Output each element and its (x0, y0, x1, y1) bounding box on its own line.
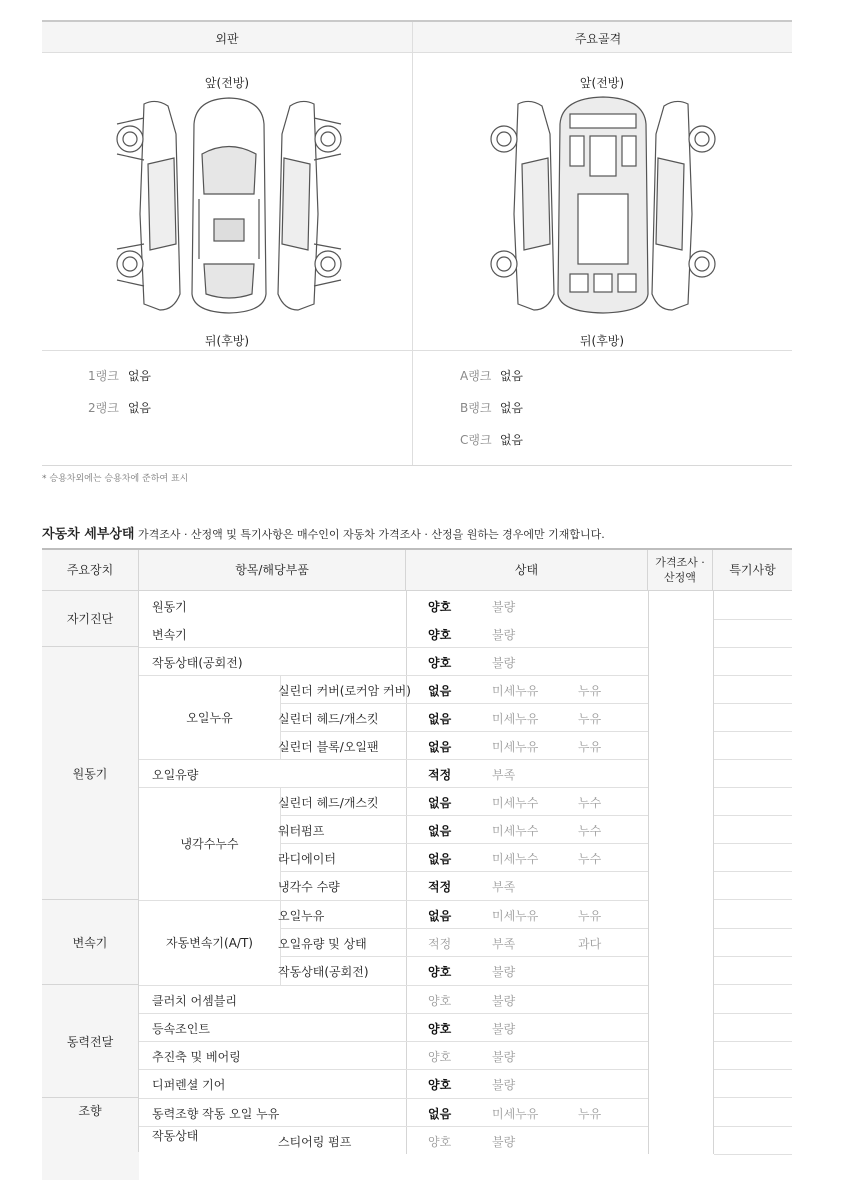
status-option: 없음 (428, 712, 452, 726)
status-option: 누수 (578, 796, 602, 810)
row-divider (280, 703, 648, 704)
status-option: 누유 (578, 684, 602, 698)
car-diagram-section (42, 20, 792, 466)
status-option: 누유 (578, 712, 602, 726)
note-cell-line (714, 759, 792, 760)
header-status: 상태 (406, 550, 648, 591)
frame-front-label: 앞(전방) (579, 76, 625, 90)
status-option: 없음 (428, 740, 452, 754)
exterior-front-label: 앞(전방) (204, 76, 250, 90)
row-divider (139, 1013, 648, 1014)
note-cell-line (714, 1154, 792, 1155)
status-option: 없음 (428, 1107, 452, 1121)
frame-rank-a: A랭크 없음 (460, 369, 524, 383)
note-cell-line (714, 675, 792, 676)
status-option: 누유 (578, 740, 602, 754)
note-cell-line (714, 787, 792, 788)
status-option: 불량 (492, 1050, 516, 1064)
header-item: 항목/해당부품 (139, 550, 406, 591)
status-option: 양호 (428, 965, 452, 979)
diagram-rank-divider (42, 350, 792, 351)
status-option: 양호 (428, 656, 452, 670)
row-item-label: 실린더 커버(로커암 커버) (278, 684, 411, 698)
exterior-title: 외판 (215, 32, 239, 46)
status-option: 적정 (428, 768, 452, 782)
row-item-label: 원동기 (152, 600, 187, 614)
status-option: 미세누유 (492, 909, 539, 923)
group-engine: 원동기 (42, 647, 139, 900)
status-option: 미세누유 (492, 1107, 539, 1121)
exterior-car-icon (104, 94, 354, 316)
note-cell-line (714, 815, 792, 816)
note-cell-line (714, 984, 792, 985)
note-cell-line (714, 731, 792, 732)
row-item-label: 클러치 어셈블리 (152, 994, 237, 1008)
row-item-label: 실린더 헤드/개스킷 (278, 712, 379, 726)
status-option: 없음 (428, 824, 452, 838)
status-option: 과다 (578, 937, 602, 951)
status-option: 적정 (428, 880, 452, 894)
row-item-label: 스티어링 펌프 (278, 1135, 352, 1149)
status-option: 적정 (428, 937, 452, 951)
row-divider (280, 731, 648, 732)
detail-section-title: 자동차 세부상태 가격조사 · 산정액 및 특기사항은 매수인이 자동차 가격조사 · 산정을 원하는 경우에만 기재합니다. (42, 527, 605, 542)
row-item-label: 작동상태(공회전) (152, 656, 243, 670)
status-option: 없음 (428, 852, 452, 866)
row-item-label: 추진축 및 베어링 (152, 1050, 241, 1064)
note-cell-line (714, 843, 792, 844)
status-option: 부족 (492, 937, 516, 951)
note-cell-line (714, 647, 792, 648)
exterior-rank-2: 2랭크 없음 (88, 401, 152, 415)
group-column-filler (42, 1152, 139, 1180)
status-option: 불량 (492, 628, 516, 642)
frame-rank-b: B랭크 없음 (460, 401, 524, 415)
row-divider (139, 647, 648, 648)
exterior-rear-label: 뒤(후방) (204, 334, 250, 348)
group-powertrain: 동력전달 (42, 985, 139, 1098)
subgroup-oil-leak: 오일누유 (139, 675, 281, 759)
note-cell-line (714, 928, 792, 929)
status-option: 양호 (428, 1078, 452, 1092)
row-divider (139, 985, 648, 986)
detail-table (42, 548, 792, 1154)
row-item-label: 워터펌프 (278, 824, 325, 838)
row-divider (280, 928, 648, 929)
row-divider (139, 675, 648, 676)
group-transmission: 변속기 (42, 900, 139, 985)
status-option: 부족 (492, 768, 516, 782)
status-option: 양호 (428, 994, 452, 1008)
status-option: 불량 (492, 600, 516, 614)
status-option: 불량 (492, 965, 516, 979)
diagram-divider (412, 22, 413, 465)
row-item-label: 동력조향 작동 오일 누유 (152, 1107, 280, 1121)
row-item-label: 작동상태(공회전) (278, 965, 369, 979)
note-cell-line (714, 1013, 792, 1014)
row-item-label: 디퍼렌셜 기어 (152, 1078, 226, 1092)
status-option: 양호 (428, 1022, 452, 1036)
status-option: 양호 (428, 1135, 452, 1149)
status-option: 불량 (492, 656, 516, 670)
status-option: 불량 (492, 994, 516, 1008)
exterior-rank-1: 1랭크 없음 (88, 369, 152, 383)
status-option: 미세누유 (492, 684, 539, 698)
row-divider (280, 815, 648, 816)
row-item-label: 변속기 (152, 628, 187, 642)
status-option: 불량 (492, 1078, 516, 1092)
row-item-label: 냉각수 수량 (278, 880, 340, 894)
row-item-label: 오일유량 및 상태 (278, 937, 367, 951)
header-main: 주요장치 (42, 550, 139, 591)
header-note: 특기사항 (713, 550, 792, 591)
note-cell-line (714, 899, 792, 900)
row-sub-label: 작동상태 (152, 1129, 199, 1143)
note-cell-line (714, 1126, 792, 1127)
header-price: 가격조사 · 산정액 (648, 550, 713, 591)
row-divider (139, 1069, 648, 1070)
row-divider (139, 759, 648, 760)
group-steering: 조향 (42, 1098, 139, 1154)
note-cell-line (714, 1041, 792, 1042)
row-item-label: 오일누유 (278, 909, 325, 923)
note-cell-line (714, 1097, 792, 1098)
frame-car-icon (478, 94, 728, 316)
diagram-header (42, 22, 792, 53)
row-divider (139, 1126, 648, 1127)
row-item-label: 등속조인트 (152, 1022, 210, 1036)
status-option: 양호 (428, 600, 452, 614)
status-option: 양호 (428, 628, 452, 642)
frame-title: 주요골격 (574, 32, 622, 46)
group-self-diagnosis: 자기진단 (42, 591, 139, 647)
note-cell-line (714, 871, 792, 872)
subgroup-auto-transmission: 자동변속기(A/T) (139, 900, 281, 985)
status-option: 미세누수 (492, 796, 539, 810)
row-item-label: 실린더 헤드/개스킷 (278, 796, 379, 810)
row-divider (139, 900, 648, 901)
row-divider (139, 1098, 648, 1099)
note-cell-line (714, 1069, 792, 1070)
status-option: 누수 (578, 824, 602, 838)
status-option: 없음 (428, 796, 452, 810)
row-divider (139, 1041, 648, 1042)
status-option: 누수 (578, 852, 602, 866)
note-cell-line (714, 956, 792, 957)
footnote: * 승용차외에는 승용차에 준하여 표시 (42, 474, 189, 484)
row-item-label: 라디에이터 (278, 852, 336, 866)
status-option: 없음 (428, 684, 452, 698)
row-item-label: 오일유량 (152, 768, 199, 782)
frame-rear-label: 뒤(후방) (579, 334, 625, 348)
status-option: 미세누유 (492, 740, 539, 754)
row-divider (280, 956, 648, 957)
status-option: 누유 (578, 1107, 602, 1121)
status-option: 부족 (492, 880, 516, 894)
row-divider (280, 843, 648, 844)
note-cell-line (714, 619, 792, 620)
status-option: 미세누유 (492, 712, 539, 726)
status-option: 누유 (578, 909, 602, 923)
row-item-label: 실린더 블록/오일팬 (278, 740, 379, 754)
subgroup-coolant-leak: 냉각수누수 (139, 787, 281, 900)
row-divider (139, 787, 648, 788)
row-divider (280, 871, 648, 872)
status-option: 양호 (428, 1050, 452, 1064)
status-option: 불량 (492, 1022, 516, 1036)
note-cell-line (714, 703, 792, 704)
frame-rank-c: C랭크 없음 (460, 433, 524, 447)
status-option: 없음 (428, 909, 452, 923)
status-option: 불량 (492, 1135, 516, 1149)
status-option: 미세누수 (492, 852, 539, 866)
status-option: 미세누수 (492, 824, 539, 838)
